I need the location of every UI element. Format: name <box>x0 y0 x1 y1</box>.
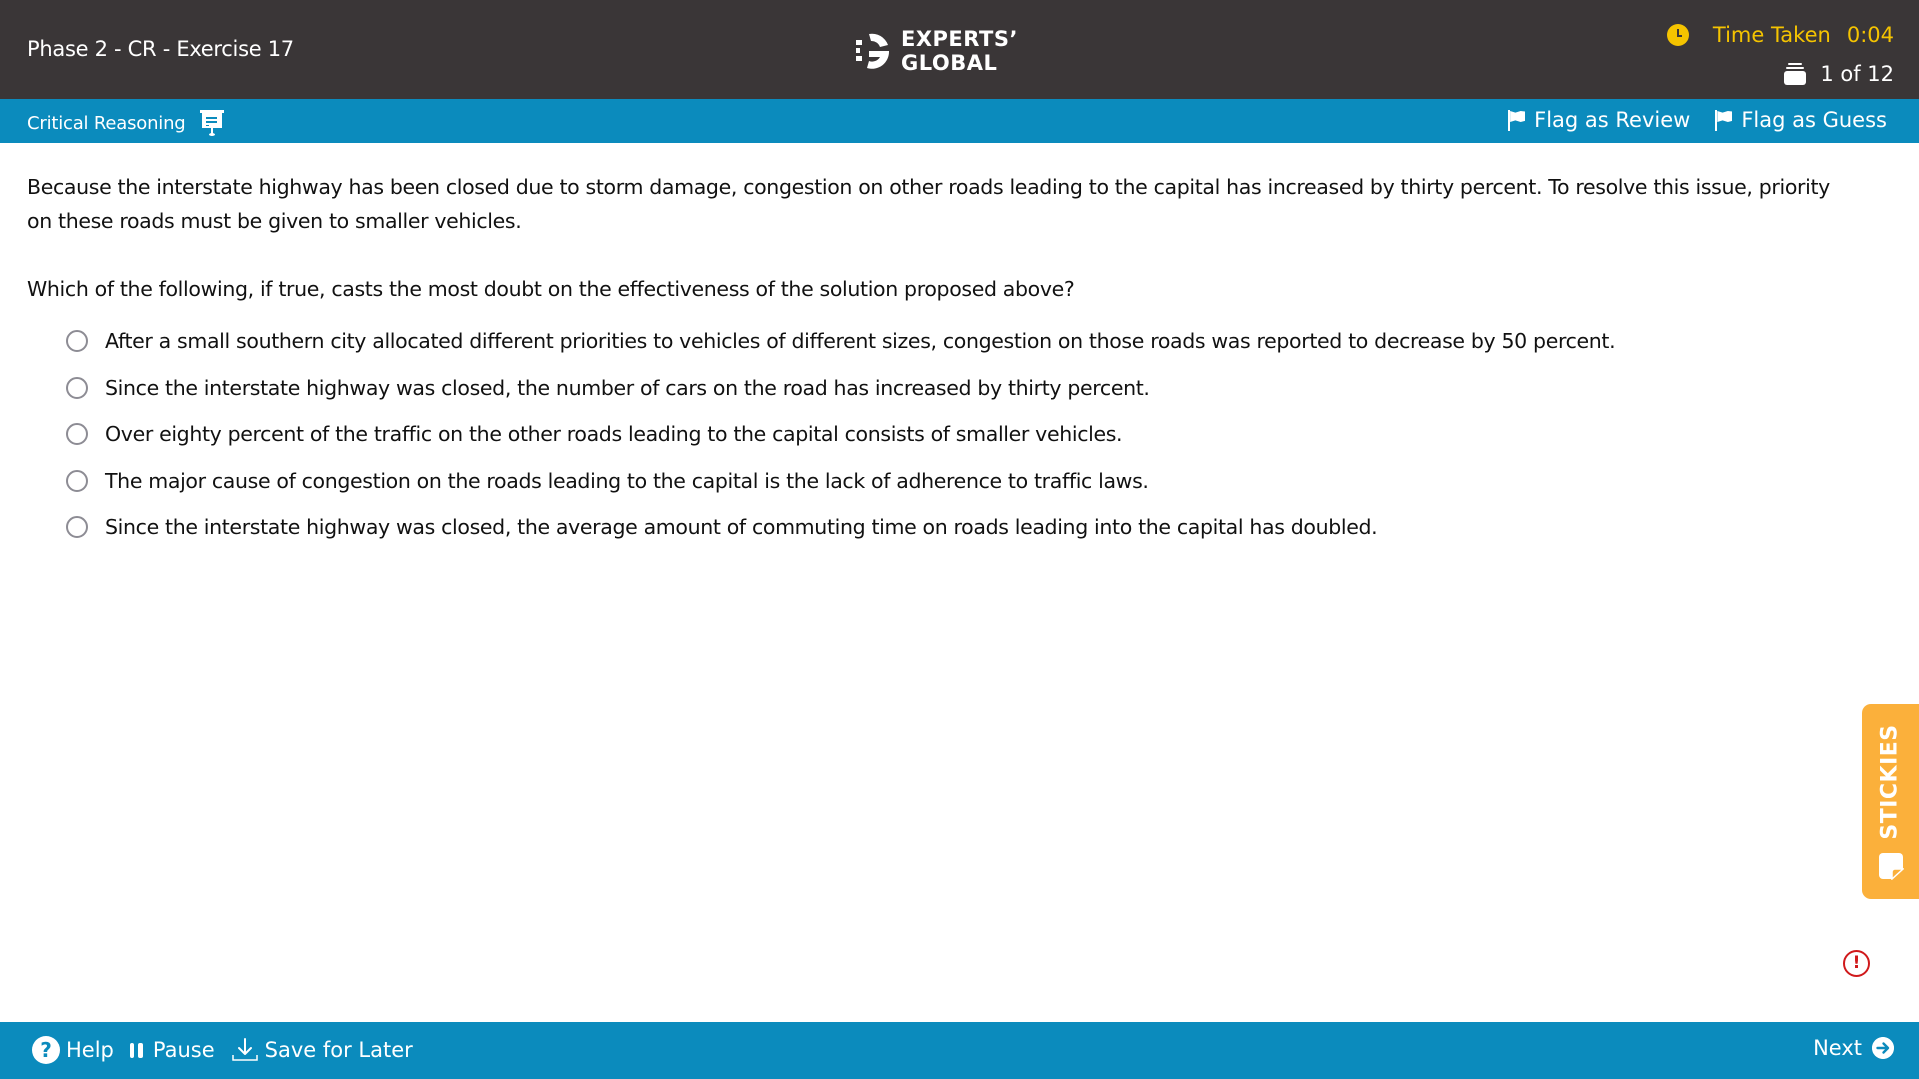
answer-choice-b[interactable] <box>27 365 1857 412</box>
time-taken <box>1667 23 1894 47</box>
footer-right-actions <box>1813 1036 1894 1060</box>
answer-choices <box>27 318 1857 551</box>
radio-button[interactable] <box>66 330 88 352</box>
arrow-right-circle-icon <box>1872 1037 1894 1059</box>
logo-text <box>901 27 1018 75</box>
pause-icon <box>130 1043 143 1058</box>
exercise-title: Phase 2 - CR - Exercise 17 <box>27 37 294 61</box>
save-for-later-button[interactable] <box>231 1037 413 1063</box>
help-button[interactable] <box>32 1036 114 1064</box>
experts-global-logo-icon <box>855 31 891 71</box>
flag-actions <box>1508 108 1887 132</box>
sticky-note-icon <box>1878 852 1904 880</box>
next-button[interactable] <box>1813 1036 1894 1060</box>
question-counter <box>1784 62 1894 86</box>
question-passage: Because the interstate highway has been closed due to storm damage, congestion on other roads leading to the capital has increased by thirty percent. To resolve this issue, priority on these roads must be given to smaller vehicles. <box>27 175 1830 233</box>
flag-as-guess-button[interactable] <box>1715 108 1887 132</box>
flag-as-guess-label: Flag as Guess <box>1741 108 1887 132</box>
answer-choice-c[interactable] <box>27 411 1857 458</box>
time-taken-label: Time Taken <box>1712 23 1831 47</box>
save-for-later-label: Save for Later <box>264 1038 413 1062</box>
help-label: Help <box>66 1038 114 1062</box>
answer-choice-d[interactable] <box>27 458 1857 505</box>
answer-choice-a[interactable] <box>27 318 1857 365</box>
question-stem: Which of the following, if true, casts the most doubt on the effectiveness of the solution proposed above? <box>27 277 1075 301</box>
time-taken-value: 0:04 <box>1846 23 1894 47</box>
flag-as-review-label: Flag as Review <box>1534 108 1691 132</box>
section-title <box>27 110 224 136</box>
answer-choice-text: Over eighty percent of the traffic on the other roads leading to the capital consists of smaller vehicles. <box>105 422 1123 447</box>
radio-button[interactable] <box>66 516 88 538</box>
section-title-label: Critical Reasoning <box>27 112 186 134</box>
answer-choice-text: Since the interstate highway was closed, the average amount of commuting time on roads leading into the capital has doubled. <box>105 515 1378 540</box>
question-stack-icon <box>1784 63 1806 85</box>
footer-bar <box>0 1022 1919 1079</box>
answer-choice-text: The major cause of congestion on the roads leading to the capital is the lack of adherence to traffic laws. <box>105 468 1149 493</box>
error-icon[interactable]: ! <box>1843 950 1870 977</box>
answer-choice-text: After a small southern city allocated different priorities to vehicles of different sizes, congestion on those roads was reported to decrease by 50 percent. <box>105 329 1616 354</box>
experts-global-logo <box>855 27 1018 75</box>
logo-line-1: EXPERTS’ <box>901 27 1018 51</box>
top-header <box>0 0 1919 99</box>
radio-button[interactable] <box>66 377 88 399</box>
stickies-tab[interactable] <box>1862 704 1919 899</box>
download-icon <box>231 1037 259 1063</box>
flag-as-review-button[interactable] <box>1508 108 1690 132</box>
clock-icon <box>1667 24 1689 46</box>
radio-button[interactable] <box>66 470 88 492</box>
question-content <box>27 170 1857 551</box>
stickies-label: STICKIES <box>1877 724 1903 840</box>
presentation-board-icon[interactable] <box>200 110 224 136</box>
flag-icon <box>1715 109 1733 131</box>
help-icon: ? <box>32 1036 60 1064</box>
pause-label: Pause <box>152 1038 215 1062</box>
logo-line-2: GLOBAL <box>901 51 998 75</box>
flag-icon <box>1508 109 1526 131</box>
radio-button[interactable] <box>66 423 88 445</box>
pause-button[interactable] <box>130 1038 215 1062</box>
section-bar <box>0 99 1919 143</box>
next-label: Next <box>1813 1036 1862 1060</box>
question-counter-text: 1 of 12 <box>1820 62 1894 86</box>
footer-left-actions <box>32 1036 429 1064</box>
answer-choice-e[interactable] <box>27 504 1857 551</box>
answer-choice-text: Since the interstate highway was closed, the number of cars on the road has increased by thirty percent. <box>105 375 1150 400</box>
